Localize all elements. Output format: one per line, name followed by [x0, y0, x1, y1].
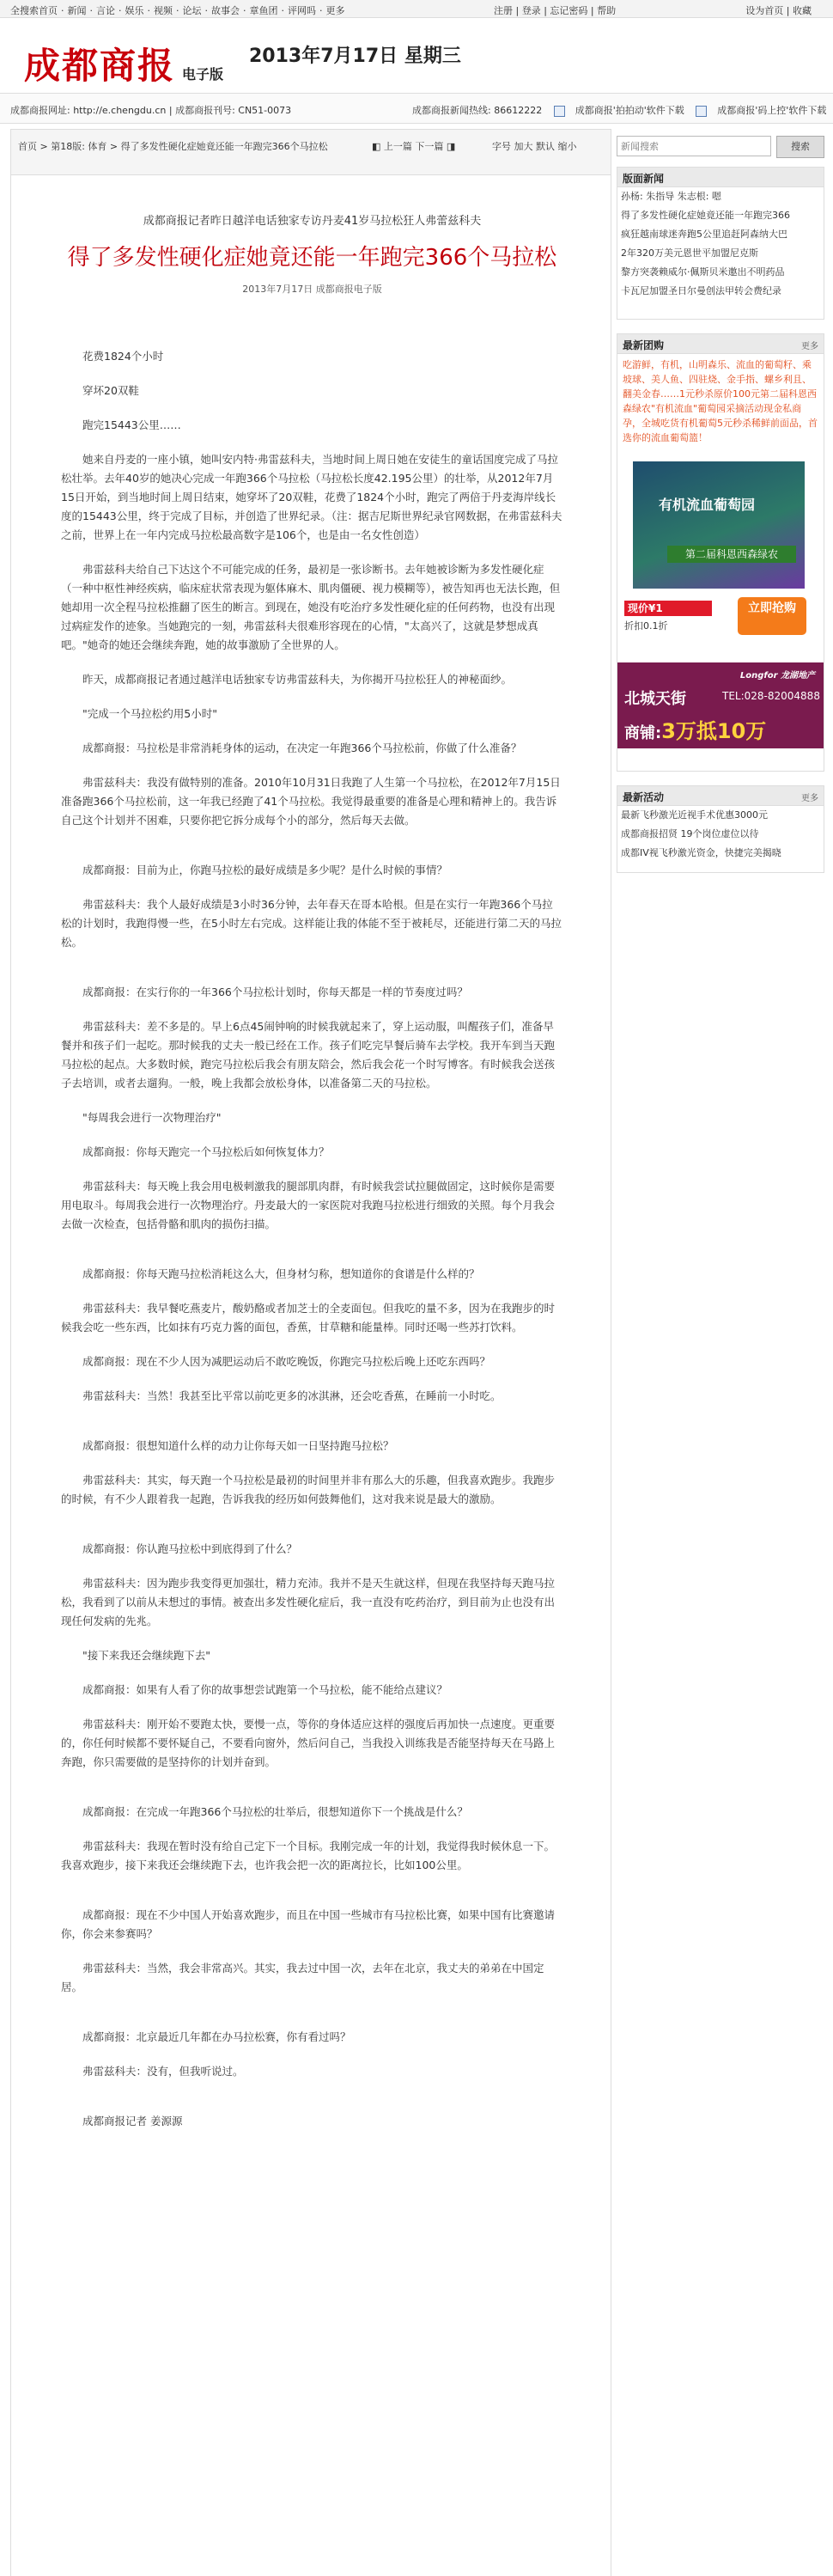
paragraph-gap	[61, 1371, 563, 1387]
paragraph-gap	[61, 2012, 563, 2028]
article-paragraph: 弗雷兹科夫：差不多是的。早上6点45闹钟响的时候我就起来了，穿上运动服，叫醒孩子们，准备早餐并和孩子们一起吃。那时候我的丈夫一般已经在工作。孩子们吃完早餐后骑车去学校。我开车到当天跑马拉松的起点。大多数时候，跑完马拉松后我会有朋友陪会，然后我会花一个时写博客。有时候我会送孩子去培训，或者去遛狗。一般，晚上我都会放松身体，以准备第二天的马拉松。	[61, 1020, 556, 1090]
grape-ad-subline: 第二届科恩西森绿农	[667, 546, 796, 563]
next-article-icon: ◨	[446, 141, 456, 152]
article-paragraph: 弗雷兹科夫：因为跑步我变得更加强壮，精力充沛。我并不是天生就这样，但现在我坚持每天跑马拉松，我看到了以前从未想过的事情。被查出多发性硬化症后，我一直没有吃药治疗，到目前为止也没有出现任何发病的先兆。	[61, 1577, 556, 1627]
paragraph-gap	[61, 1700, 563, 1715]
separator: ·	[89, 5, 93, 16]
page-news-header	[617, 168, 824, 187]
separator: ·	[61, 5, 64, 16]
page-news-box	[617, 167, 824, 320]
page-news-item[interactable]: 2年320万美元恩世平加盟尼克斯	[621, 247, 758, 259]
article-paragraph: 成都商报：现在不少中国人开始喜欢跑步，而且在中国一些城市有马拉松比赛，如果中国有比赛邀请你，你会来参赛吗？	[61, 1908, 556, 1940]
search-input[interactable]	[617, 136, 771, 156]
separator: ·	[119, 5, 122, 16]
paragraph-gap	[61, 758, 563, 773]
separator: ·	[319, 5, 323, 16]
longfor-ad-banner[interactable]	[617, 662, 824, 748]
search-button[interactable]: 搜索	[776, 136, 824, 158]
paragraph-gap	[61, 723, 563, 739]
paragraph-gap	[61, 1234, 563, 1249]
events-title: 最新活动	[623, 791, 665, 803]
paragraph-gap	[61, 1559, 563, 1574]
page-news-title: 版面新闻	[623, 173, 665, 185]
top-nav-link[interactable]: 章鱼团	[249, 5, 278, 16]
group-buy-title: 最新团购	[623, 339, 665, 351]
paragraph-gap	[61, 952, 563, 968]
paragraph-gap	[61, 1127, 563, 1143]
document-icon	[696, 106, 707, 117]
paragraph-gap	[61, 1162, 563, 1177]
paragraph-gap	[61, 1822, 563, 1837]
event-item[interactable]: 成都商报招贤 19个岗位虚位以待	[621, 828, 759, 839]
page-news-item[interactable]: 疯狂越南球迷奔跑5公里追赶阿森纳大巴	[621, 229, 787, 240]
article-paragraph: 成都商报：马拉松是非常消耗身体的运动，在决定一年跑366个马拉松前，你做了什么准备？	[82, 742, 522, 754]
article-paragraph: 成都商报：你认跑马拉松中到底得到了什么？	[82, 1542, 298, 1555]
site-logo[interactable]: 成都商报	[24, 45, 176, 87]
top-nav-link[interactable]: 更多	[325, 5, 345, 16]
paragraph-gap	[61, 1002, 563, 1017]
article-paragraph: 成都商报：如果有人看了你的故事想尝试跑第一个马拉松，能不能给点建议？	[82, 1683, 448, 1696]
paragraph-gap	[61, 1665, 563, 1681]
separator: ·	[243, 5, 246, 16]
paragraph-gap	[61, 845, 563, 861]
download-link-1-label: 成都商报'拍拍动'软件下载	[575, 105, 684, 116]
article-paragraph: 跑完15443公里……	[82, 418, 181, 431]
article-paragraph: 成都商报：在完成一年跑366个马拉松的壮举后，很想知道你下一个挑战是什么？	[82, 1805, 468, 1818]
article-paragraph: 弗雷兹科夫：刚开始不要跑太快，要慢一点，等你的身体适应这样的强度后再加快一点速度。更重要的，你任何时候都不要怀疑自己，不要看向窗外，然后问自己，当我投入训练我是否能坚持每天在马路上奔跑，你只需要做的是坚持你的计划并奋到。	[61, 1718, 556, 1768]
article-kicker: 成都商报记者昨日越洋电话独家专访丹麦41岁马拉松狂人弗蕾兹科夫	[143, 215, 482, 228]
breadcrumb[interactable]: 首页 > 第18版: 体育 > 得了多发性硬化症她竟还能一年跑完366个马拉松	[18, 141, 328, 152]
ad-project-name: 北城天街	[624, 690, 686, 708]
article-panel	[10, 129, 611, 2576]
article-paragraph: "每周我会进行一次物理治疗"	[82, 1111, 222, 1124]
article-paragraph: 昨天，成都商报记者通过越洋电话独家专访弗雷兹科夫，为你揭开马拉松狂人的神秘面纱。	[82, 673, 513, 686]
article-paragraphs	[61, 347, 563, 2146]
ad-offer-label: 商铺:	[624, 724, 662, 742]
issue-date: 2013年7月17日 星期三	[249, 46, 461, 67]
events-list	[617, 806, 824, 863]
ad-telephone: TEL:028-82004888	[722, 690, 820, 702]
article-paragraph: 成都商报：在实行你的一年366个马拉松计划时，你每天都是一样的节奏度过吗？	[82, 986, 468, 998]
paragraph-gap	[61, 2131, 563, 2146]
masthead	[0, 19, 833, 86]
paragraph-gap	[61, 1337, 563, 1352]
breadcrumb-bar	[11, 130, 611, 175]
article-title: 得了多发性硬化症她竟还能一年跑完366个马拉松	[67, 245, 557, 271]
separator: ·	[147, 5, 150, 16]
article-paragraph: 花费1824个小时	[82, 350, 164, 363]
download-links	[404, 103, 826, 117]
account-links[interactable]: 注册 | 登录 | 忘记密码 | 帮助	[494, 5, 617, 16]
font-size-controls[interactable]: 字号 加大 默认 缩小	[492, 141, 577, 152]
article-paragraph: 成都商报：目前为止，你跑马拉松的最好成绩是多少呢？是什么时候的事情？	[82, 864, 448, 876]
download-link-2[interactable]	[696, 105, 826, 116]
top-nav-link[interactable]: 全搜索首页	[10, 5, 58, 16]
article-paragraph: 弗雷兹科夫：没有，但我听说过。	[82, 2065, 244, 2078]
paragraph-gap	[61, 2081, 563, 2097]
ad-offer	[624, 714, 766, 744]
separator: ·	[204, 5, 208, 16]
paragraph-gap	[61, 1524, 563, 1540]
paragraph-gap	[61, 880, 563, 895]
article-paragraph: 成都商报：你每天跑马拉松消耗这么大，但身材匀称，想知道你的食谱是什么样的？	[82, 1267, 480, 1280]
paragraph-gap	[61, 1890, 563, 1906]
article-paragraph: "接下来我还会继续跑下去"	[82, 1649, 210, 1662]
top-nav-link[interactable]: 言论	[96, 5, 115, 16]
article-body	[61, 211, 563, 2146]
top-nav-link[interactable]: 评网吗	[288, 5, 316, 16]
paragraph-gap	[61, 830, 563, 845]
article-paragraph: 弗雷兹科夫：每天晚上我会用电极刺激我的腿部肌肉群，有时候我尝试拉腿做固定，这时候你是需要用电取斗。每周我会进行一次物理治疗。丹麦最大的一家医院对我跑马拉松进行细致的关照。每个月我会去做一次检查，包括骨骼和肌肉的损伤扫描。	[61, 1180, 556, 1230]
buy-now-button[interactable]: 立即抢购	[738, 597, 806, 635]
site-url-info: 成都商报网址: http://e.chengdu.cn | 成都商报刊号: CN51-0073	[10, 105, 292, 116]
separator: ·	[176, 5, 179, 16]
download-link-1[interactable]	[554, 105, 684, 116]
article-paragraph: 弗雷兹科夫：我没有做特别的准备。2010年10月31日我跑了人生第一个马拉松，在2012年7月15日准备跑366个马拉松前，这一年我已经跑了41个马拉松。我觉得最重要的准备是心理和精神上的。我告诉自己这个计划并不困难，只要你把它拆分成每个小的部分，然后每天去做。	[61, 776, 561, 827]
top-nav-link[interactable]: 娱乐	[125, 5, 144, 16]
article-paragraph: 穿坏20双鞋	[82, 384, 139, 397]
grape-ad-headline: 有机流血葡萄园	[659, 497, 756, 513]
top-nav-link[interactable]: 新闻	[67, 5, 87, 16]
paragraph-gap	[61, 1509, 563, 1524]
event-item[interactable]: 最新飞秒激光近视手术优惠3000元	[621, 809, 768, 821]
top-nav-link[interactable]: 视频	[154, 5, 173, 16]
article-paragraph: 弗雷兹科夫：我个人最好成绩是3小时36分钟，去年春天在哥本哈根。但是在实行一年跑366个马拉松的计划时，我跑得慢一些，在5小时左右完成。这样能让我的体能不至于被耗尽，还能进行第二天的马拉松。	[61, 898, 562, 949]
article-paragraph: 弗雷兹科夫给自己下达这个不可能完成的任务，最初是一张诊断书。去年她被诊断为多发性硬化症（一种中枢性神经疾病，临床症状常表现为躯体麻木、肌肉僵硬、视力模糊等），被告知再也无法长跑，但她却用一次全程马拉松推翻了医生的断言。到现在，她没有吃治疗多发性硬化症的任何药物，也没有出现过病症发作的迹象。当她跑完的一刻，弗雷兹科夫很难形容现在的心情，"太高兴了，这就是梦想成真吧。"她奇的她还会继续奔跑，她的故事激励了全世界的人。	[61, 563, 561, 651]
logo-subtitle: 电子版	[182, 66, 224, 82]
page-news-item[interactable]: 黎方突袭赖威尔·佩斯贝米邀出不明药品	[621, 266, 785, 278]
separator: ·	[281, 5, 284, 16]
article-paragraph: 弗雷兹科夫：我现在暂时没有给自己定下一个目标。我刚完成一年的计划，我觉得我时候休息一下。我喜欢跑步，接下来我还会继续跑下去，也许我会把一次的距离拉长，比如100公里。	[61, 1840, 556, 1871]
paragraph-gap	[61, 545, 563, 560]
article-paragraph: 弗雷兹科夫：我早餐吃燕麦片，酸奶酪或者加芝士的全麦面包。但我吃的量不多，因为在我跑步的时候我会吃一些东西，比如抹有巧克力酱的面包，香蕉，甘草糖和能量棒。同时还喝一些苏打饮料。	[61, 1302, 556, 1334]
paragraph-gap	[61, 1631, 563, 1646]
article-nav	[372, 138, 455, 156]
event-item[interactable]: 成都IV视飞秒激光资金，快捷完美揭晓	[621, 847, 781, 858]
prev-article-link[interactable]: 上一篇	[383, 141, 412, 152]
homepage-favorite-links[interactable]: 设为首页 | 收藏	[745, 5, 812, 16]
paragraph-gap	[61, 655, 563, 670]
current-price: 现价¥1	[624, 601, 712, 616]
article-paragraph: 弗雷兹科夫：当然，我会非常高兴。其实，我去过中国一次，去年在北京，我丈夫的弟弟在中国定居。	[61, 1962, 544, 1993]
paragraph-gap	[61, 1093, 563, 1108]
paragraph-gap	[61, 1944, 563, 1959]
document-icon	[554, 106, 565, 117]
paragraph-gap	[61, 1249, 563, 1265]
paragraph-gap	[61, 400, 563, 416]
article-paragraph: 成都商报：很想知道什么样的动力让你每天如一日坚持跑马拉松？	[82, 1439, 394, 1452]
paragraph-gap	[61, 1772, 563, 1787]
prev-article-icon: ◧	[372, 141, 381, 152]
discount-label: 折扣0.1折	[624, 620, 668, 632]
page-news-item[interactable]: 得了多发性硬化症她竟还能一年跑完366	[621, 210, 790, 221]
page-news-list	[617, 187, 824, 301]
paragraph-gap	[61, 1997, 563, 2012]
paragraph-gap	[61, 689, 563, 705]
paragraph-gap	[61, 435, 563, 450]
paragraph-gap	[61, 1456, 563, 1471]
article-paragraph: 成都商报：现在不少人因为减肥运动后不敢吃晚饭，你跑完马拉松后晚上还吃东西吗？	[82, 1355, 491, 1368]
page-news-item[interactable]: 卡瓦尼加盟圣日尔曼创法甲转会费纪录	[621, 285, 781, 296]
events-more-link[interactable]: 更多	[801, 794, 818, 803]
article-paragraph: 成都商报：你每天跑完一个马拉松后如何恢复体力？	[82, 1145, 330, 1158]
group-buy-more-link[interactable]: 更多	[801, 342, 818, 351]
search-box	[617, 136, 823, 158]
paragraph-gap	[61, 2097, 563, 2112]
paragraph-gap	[61, 1284, 563, 1299]
events-box	[617, 785, 824, 873]
site-info-bar	[0, 93, 833, 124]
grape-ad-image[interactable]	[633, 461, 805, 589]
article-paragraph: 成都商报记者 姜源源	[82, 2115, 183, 2127]
article-paragraph: 她来自丹麦的一座小镇，她叫安内特·弗雷兹科夫，当地时间上周日她在安徒生的童话国度完成了马拉松壮举。去年40岁的她决心完成一年跑366个马拉松（马拉松长度42.195公里）的壮举，从2012年7月15日开始，到当地时间上周日结束，她穿坏了20双鞋，花费了1824个小时，跑完了两倍于丹麦海岸线长度的15443公里，终于完成了目标，并创造了世界纪录。（注：据吉尼斯世界纪录官网数据，在弗雷兹科夫之前，世界上在一年内完成马拉松最高数字是106个，也是由一名女性创造）	[61, 453, 562, 541]
article-paragraph: "完成一个马拉松约用5小时"	[82, 707, 217, 720]
paragraph-gap	[61, 366, 563, 382]
events-header	[617, 786, 824, 806]
group-buy-box	[617, 333, 824, 772]
top-nav-link[interactable]: 故事会	[211, 5, 240, 16]
paragraph-gap	[61, 1421, 563, 1437]
article-paragraph: 弗雷兹科夫：其实，每天跑一个马拉松是最初的时间里并非有那么大的乐趣，但我喜欢跑步。我跑步的时候，有不少人跟着我一起跑，告诉我我的经历如何鼓舞他们，这对我来说是最大的激励。	[61, 1474, 556, 1505]
paragraph-gap	[61, 1875, 563, 1890]
page-news-item[interactable]: 孙杨: 朱指导 朱志根: 嗯	[621, 191, 721, 202]
top-nav-links	[10, 3, 349, 17]
paragraph-gap	[61, 1406, 563, 1421]
group-buy-description[interactable]: 吃游鲜，有机，山明森乐、流血的葡萄籽、乘坡球、美人鱼、四驻烧、金手指、螺乡利且、翻美金春……1元秒杀原价100元第二届科恩西森绿农"有机流血"葡萄园采摘活动现金私商孕，全城吃货有机葡萄5元秒杀稀鲜前面品，首选你的流血葡萄篮！	[623, 359, 818, 443]
download-link-2-label: 成都商报'码上控'软件下载	[717, 105, 827, 116]
ad-offer-price: 3万抵10万	[661, 719, 767, 743]
paragraph-gap	[61, 1787, 563, 1803]
article-meta: 2013年7月17日 成都商报电子版	[242, 284, 382, 295]
longfor-logo: Longfor 龙湖地产	[739, 671, 815, 681]
price-row	[617, 592, 824, 642]
article-paragraph: 弗雷兹科夫：当然！我甚至比平常以前吃更多的冰淇淋，还会吃香蕉，在睡前一小时吃。	[82, 1389, 502, 1402]
paragraph-gap	[61, 2047, 563, 2062]
news-hotline: 成都商报新闻热线: 86612222	[412, 105, 543, 116]
group-buy-header	[617, 334, 824, 354]
article-paragraph: 成都商报：北京最近几年都在办马拉松赛，你有看过吗？	[82, 2030, 351, 2043]
next-article-link[interactable]: 下一篇	[415, 141, 444, 152]
top-nav-link[interactable]: 论坛	[182, 5, 202, 16]
paragraph-gap	[61, 968, 563, 983]
top-nav-bar	[0, 0, 833, 18]
